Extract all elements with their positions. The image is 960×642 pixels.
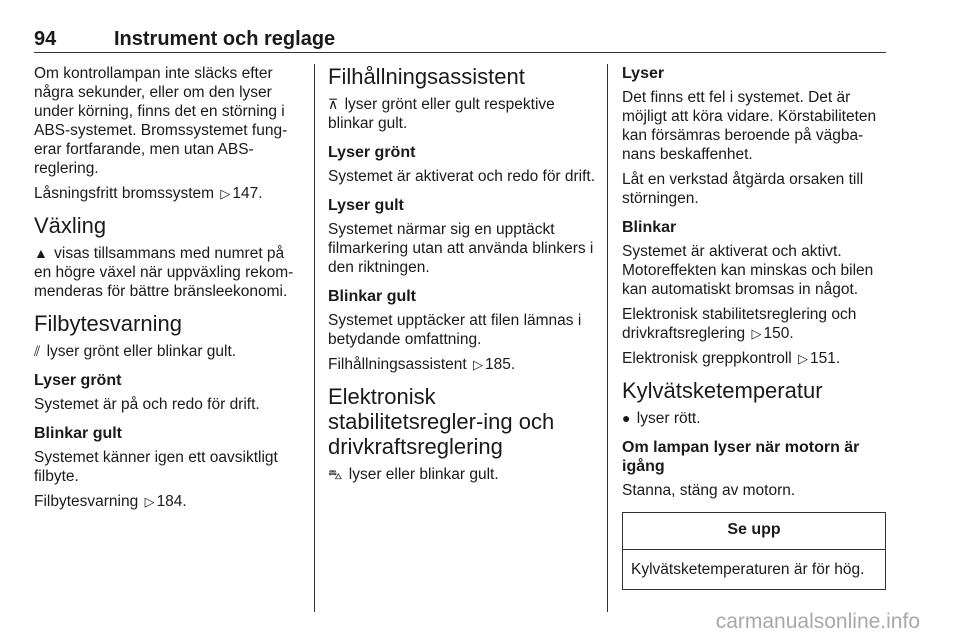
upshift-triangle-icon: ▲ bbox=[34, 245, 48, 261]
subheading-lyser-gront: Lyser grönt bbox=[328, 144, 416, 161]
reference-page[interactable]: 185. bbox=[485, 356, 516, 373]
lyser-paragraph: Det finns ett fel i systemet. Det är möjligt att köra vidare. Körstabiliteten kan försämras beroende på vägba-nans beskaffenhet. bbox=[622, 89, 877, 163]
abs-paragraph: Om kontrollampan inte släcks efter några sekunder, eller om den lyser under körning, finns det en störning i ABS-systemet. Bromssystemet fung-erar fortfarande, men utan ABS-reglering. bbox=[34, 65, 288, 177]
filbyte-paragraph bbox=[34, 342, 302, 361]
reference-text: Låsningsfritt bromssystem bbox=[34, 185, 215, 202]
reference-page[interactable]: 147. bbox=[232, 185, 263, 202]
subheading-blinkar-gult: Blinkar gult bbox=[328, 288, 417, 305]
vaxling-text: visas tillsammans med numret på en högre växel när uppväxling rekom-menderas för bättre bränsleekonomi. bbox=[34, 245, 294, 300]
blinkar-paragraph: Systemet upptäcker att filen lämnas i betydande omfattning. bbox=[328, 312, 582, 348]
kylv-text: lyser rött. bbox=[636, 410, 701, 427]
coolant-dot-icon: ● bbox=[622, 410, 631, 426]
page-header bbox=[34, 28, 886, 53]
grip-reference bbox=[622, 349, 886, 368]
reference-page[interactable]: 184. bbox=[156, 493, 187, 510]
reference-text: Elektronisk stabilitetsreglering och drivkraftsreglering bbox=[622, 306, 857, 342]
subheading-blinkar-gult: Blinkar gult bbox=[34, 425, 123, 442]
filbyte-text: lyser grönt eller blinkar gult. bbox=[46, 343, 237, 360]
filbyte-reference bbox=[34, 492, 302, 511]
filhallning-paragraph bbox=[328, 95, 596, 133]
column-left bbox=[34, 64, 302, 517]
column-middle bbox=[328, 64, 596, 490]
lane-keep-car-icon: ⊼ bbox=[328, 96, 339, 112]
heading-vaxling: Växling bbox=[34, 213, 107, 238]
kylv-paragraph bbox=[622, 409, 886, 428]
column-divider bbox=[314, 64, 315, 612]
subheading-blinkar: Blinkar bbox=[622, 219, 677, 236]
lyser-paragraph-2: Låt en verkstad åtgärda orsaken till störningen. bbox=[622, 171, 864, 207]
motor-paragraph: Stanna, stäng av motorn. bbox=[622, 482, 796, 499]
filhallning-text: lyser grönt eller gult respektive blinkar gult. bbox=[328, 96, 555, 132]
ref-arrow-icon: ▷ bbox=[473, 357, 484, 372]
ref-arrow-icon: ▷ bbox=[144, 494, 155, 509]
subheading-motor-igang: Om lampan lyser när motorn är igång bbox=[622, 439, 860, 475]
caution-box bbox=[622, 512, 886, 590]
heading-filhallningsassistent: Filhållningsassistent bbox=[328, 64, 525, 89]
vaxling-paragraph bbox=[34, 244, 302, 301]
reference-page[interactable]: 151. bbox=[810, 350, 841, 367]
gult-paragraph: Systemet närmar sig en upptäckt filmarkering utan att använda blinkers i den riktningen. bbox=[328, 221, 594, 276]
page-number: 94 bbox=[34, 28, 57, 50]
esc-car-icon: ⛍ bbox=[328, 466, 343, 482]
lane-change-icon: ⫽ bbox=[34, 343, 41, 359]
gront-paragraph: Systemet är aktiverat och redo för drift. bbox=[328, 168, 596, 185]
column-right bbox=[622, 64, 886, 590]
caution-title: Se upp bbox=[623, 513, 885, 550]
reference-text: Filhållningsassistent bbox=[328, 356, 467, 373]
subheading-lyser-gult: Lyser gult bbox=[328, 197, 404, 214]
esc-text: lyser eller blinkar gult. bbox=[348, 466, 499, 483]
ref-arrow-icon: ▷ bbox=[798, 351, 809, 366]
subheading-lyser-gront: Lyser grönt bbox=[34, 372, 122, 389]
reference-text: Filbytesvarning bbox=[34, 493, 139, 510]
ref-arrow-icon: ▷ bbox=[220, 186, 231, 201]
caution-text: Kylvätsketemperaturen är för hög. bbox=[631, 561, 865, 578]
page-title: Instrument och reglage bbox=[114, 28, 336, 50]
column-divider bbox=[607, 64, 608, 612]
esc-paragraph bbox=[328, 465, 596, 484]
heading-esc: Elektronisk stabilitetsregler-ing och drivkraftsreglering bbox=[328, 384, 555, 459]
blinkar-paragraph: Systemet är aktiverat och aktivt. Motoreffekten kan minskas och bilen kan automatiskt bromsas in något. bbox=[622, 243, 874, 298]
heading-filbytesvarning: Filbytesvarning bbox=[34, 311, 182, 336]
ref-arrow-icon: ▷ bbox=[751, 326, 762, 341]
subheading-lyser: Lyser bbox=[622, 65, 665, 82]
heading-kylvatsketemperatur: Kylvätsketemperatur bbox=[622, 378, 823, 403]
abs-reference bbox=[34, 184, 302, 203]
esc-reference bbox=[622, 305, 886, 343]
reference-text: Elektronisk greppkontroll bbox=[622, 350, 792, 367]
watermark: carmanualsonline.info bbox=[715, 610, 920, 633]
gront-paragraph: Systemet är på och redo för drift. bbox=[34, 396, 260, 413]
gult-paragraph: Systemet känner igen ett oavsiktligt filbyte. bbox=[34, 449, 278, 485]
reference-page[interactable]: 150. bbox=[763, 325, 794, 342]
filhallning-reference bbox=[328, 355, 596, 374]
